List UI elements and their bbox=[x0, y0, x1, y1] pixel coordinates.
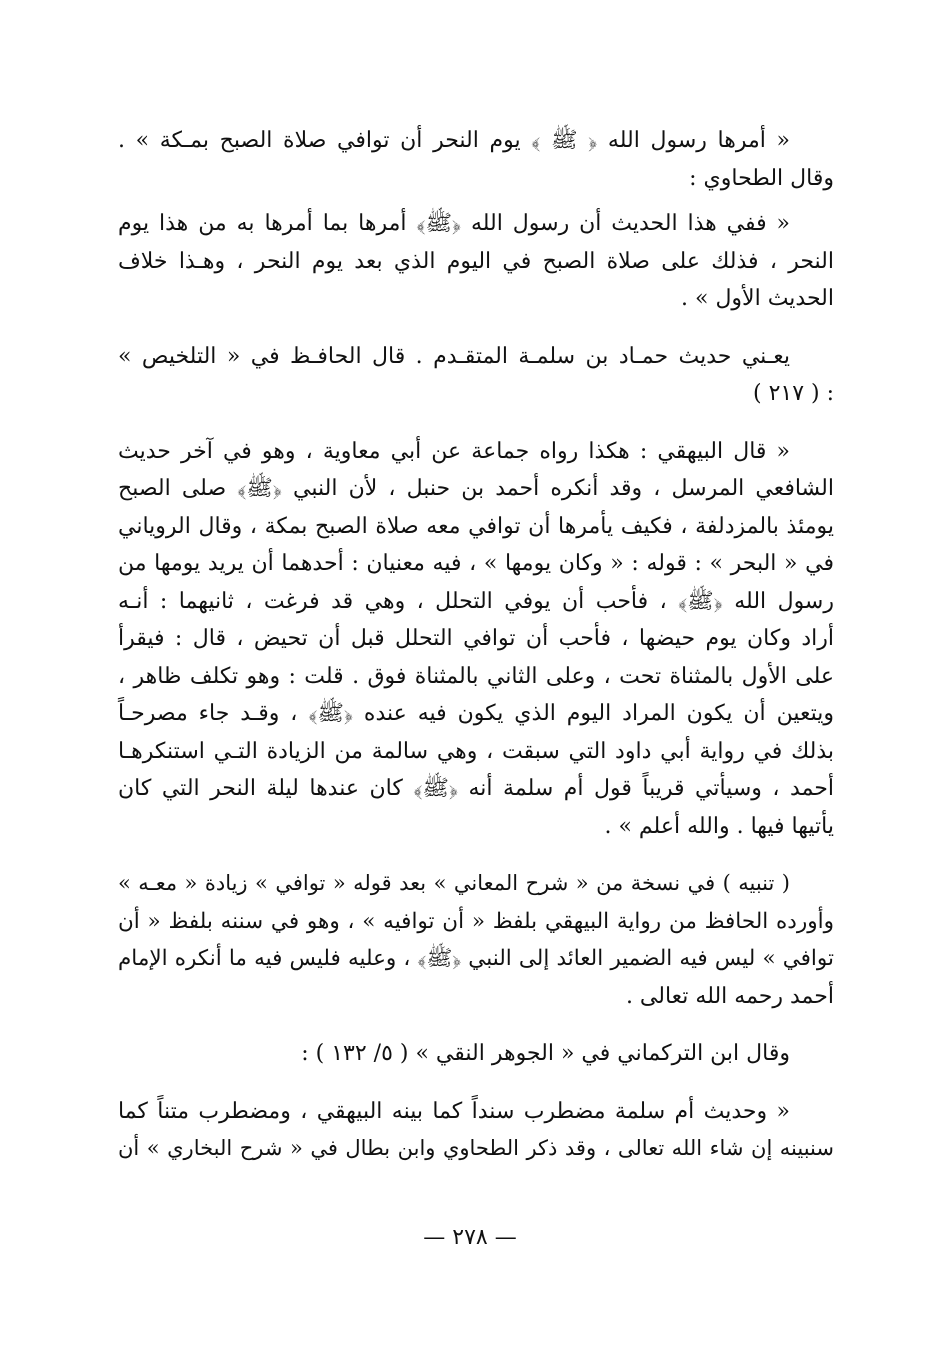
text-line: أحمد ، وسيأتي قريباً قول أم سلمة أنه ﴿ﷺ﴾ كان عندها ليلة النحر التي كان bbox=[118, 776, 834, 801]
paragraph-tanbih-note bbox=[118, 865, 834, 1015]
text-line: وأورده الحافظ من رواية البيهقي بلفظ « أن توافيه » ، وهو في سننه بلفظ « أن bbox=[118, 908, 834, 934]
text-line: يعـني حديث حمـاد بن سلمـة المتقـدم . قال الحافـظ في « التلخيص » bbox=[118, 343, 790, 369]
text-line: أحمد رحمه الله تعالى . bbox=[625, 983, 834, 1009]
text-line: يومئذ بالمزدلفة ، فكيف يأمرها أن توافي معه صلاة الصبح بمكة ، وقال الروياني bbox=[118, 513, 834, 539]
text-line: رسول الله ﴿ﷺ﴾ ، فأحب أن يوفي التحلل ، وهي قد فرغت ، ثانيهما : أنـه bbox=[118, 588, 834, 614]
text-line: « أمرها رسول الله ﴿ ﷺ ﴾ يوم النحر أن توافي صلاة الصبح بمـكة » . bbox=[118, 128, 790, 153]
paragraph-umm-salama-quote bbox=[118, 1093, 834, 1168]
paragraph-hadith-quote bbox=[118, 122, 834, 197]
text-line: يأتيها فيها . والله أعلم » . bbox=[604, 813, 834, 839]
paragraph-turkmani-intro bbox=[118, 1035, 834, 1073]
text-line: وقال ابن التركماني في « الجوهر النقي » ( ٥/ ١٣٢ ) : bbox=[301, 1041, 790, 1066]
text-line: ( تنبيه ) في نسخة من « شرح المعاني » بعد قوله « توافي » زيادة « معـه » bbox=[118, 871, 790, 895]
text-line: بذلك في رواية أبي داود التي سبقت ، وهي سالمة من الزيادة التـي استنكرهـا bbox=[118, 738, 834, 764]
text-line: على الأول بالمثناة تحت ، وعلى الثاني بالمثناة فوق . قلت : وهو تكلف ظاهر ، bbox=[118, 663, 834, 689]
text-line: « ففي هذا الحديث أن رسول الله ﴿ﷺ﴾ أمرها بما أمرها به من هذا يوم bbox=[118, 211, 790, 236]
text-line: النحر ، فذلك على صلاة الصبح في اليوم الذي بعد يوم النحر ، وهـذا خلاف bbox=[118, 248, 834, 274]
text-line: أراد وكان يوم حيضها ، فأحب أن توافي التحلل قبل أن تحيض ، قال : فيقرأ bbox=[118, 626, 834, 651]
text-line: في « البحر » : قوله : « وكان يومها » ، فيه معنيان : أحدهما أن يريد يومها من bbox=[118, 551, 834, 576]
text-line: : ( ٢١٧ ) bbox=[752, 381, 834, 406]
text-line: ويتعين أن يكون المراد اليوم الذي يكون فيه عنده ﴿ﷺ﴾ ، وقـد جاء مصرحـاً bbox=[118, 701, 834, 726]
text-line: « قال البيهقي : هكذا رواه جماعة عن أبي معاوية ، وهو في آخر حديث bbox=[118, 438, 790, 464]
paragraph-tahawi-quote bbox=[118, 205, 834, 318]
text-line: وقال الطحاوي : bbox=[689, 165, 834, 191]
text-line: الحديث الأول » . bbox=[681, 286, 834, 311]
document-page bbox=[118, 122, 834, 1188]
text-line: سنبينه إن شاء الله تعالى ، وقد ذكر الطحاوي وابن بطال في « شرح البخاري » أن bbox=[118, 1136, 834, 1160]
text-line: « وحديث أم سلمة مضطرب سنداً كما بينه البيهقي ، ومضطرب متناً كما bbox=[118, 1098, 790, 1124]
paragraph-talkhis-ref bbox=[118, 338, 834, 413]
text-line: الشافعي المرسل ، وقد أنكره أحمد بن حنبل ، لأن النبي ﴿ﷺ﴾ صلى الصبح bbox=[118, 476, 834, 501]
text-line: توافي » ليس فيه الضمير العائد إلى النبي ﴿ﷺ﴾ ، وعليه فليس فيه ما أنكره الإمام bbox=[118, 946, 834, 971]
paragraph-bayhaqi-quote bbox=[118, 433, 834, 846]
page-number: — ٢٧٨ — bbox=[423, 1225, 517, 1250]
